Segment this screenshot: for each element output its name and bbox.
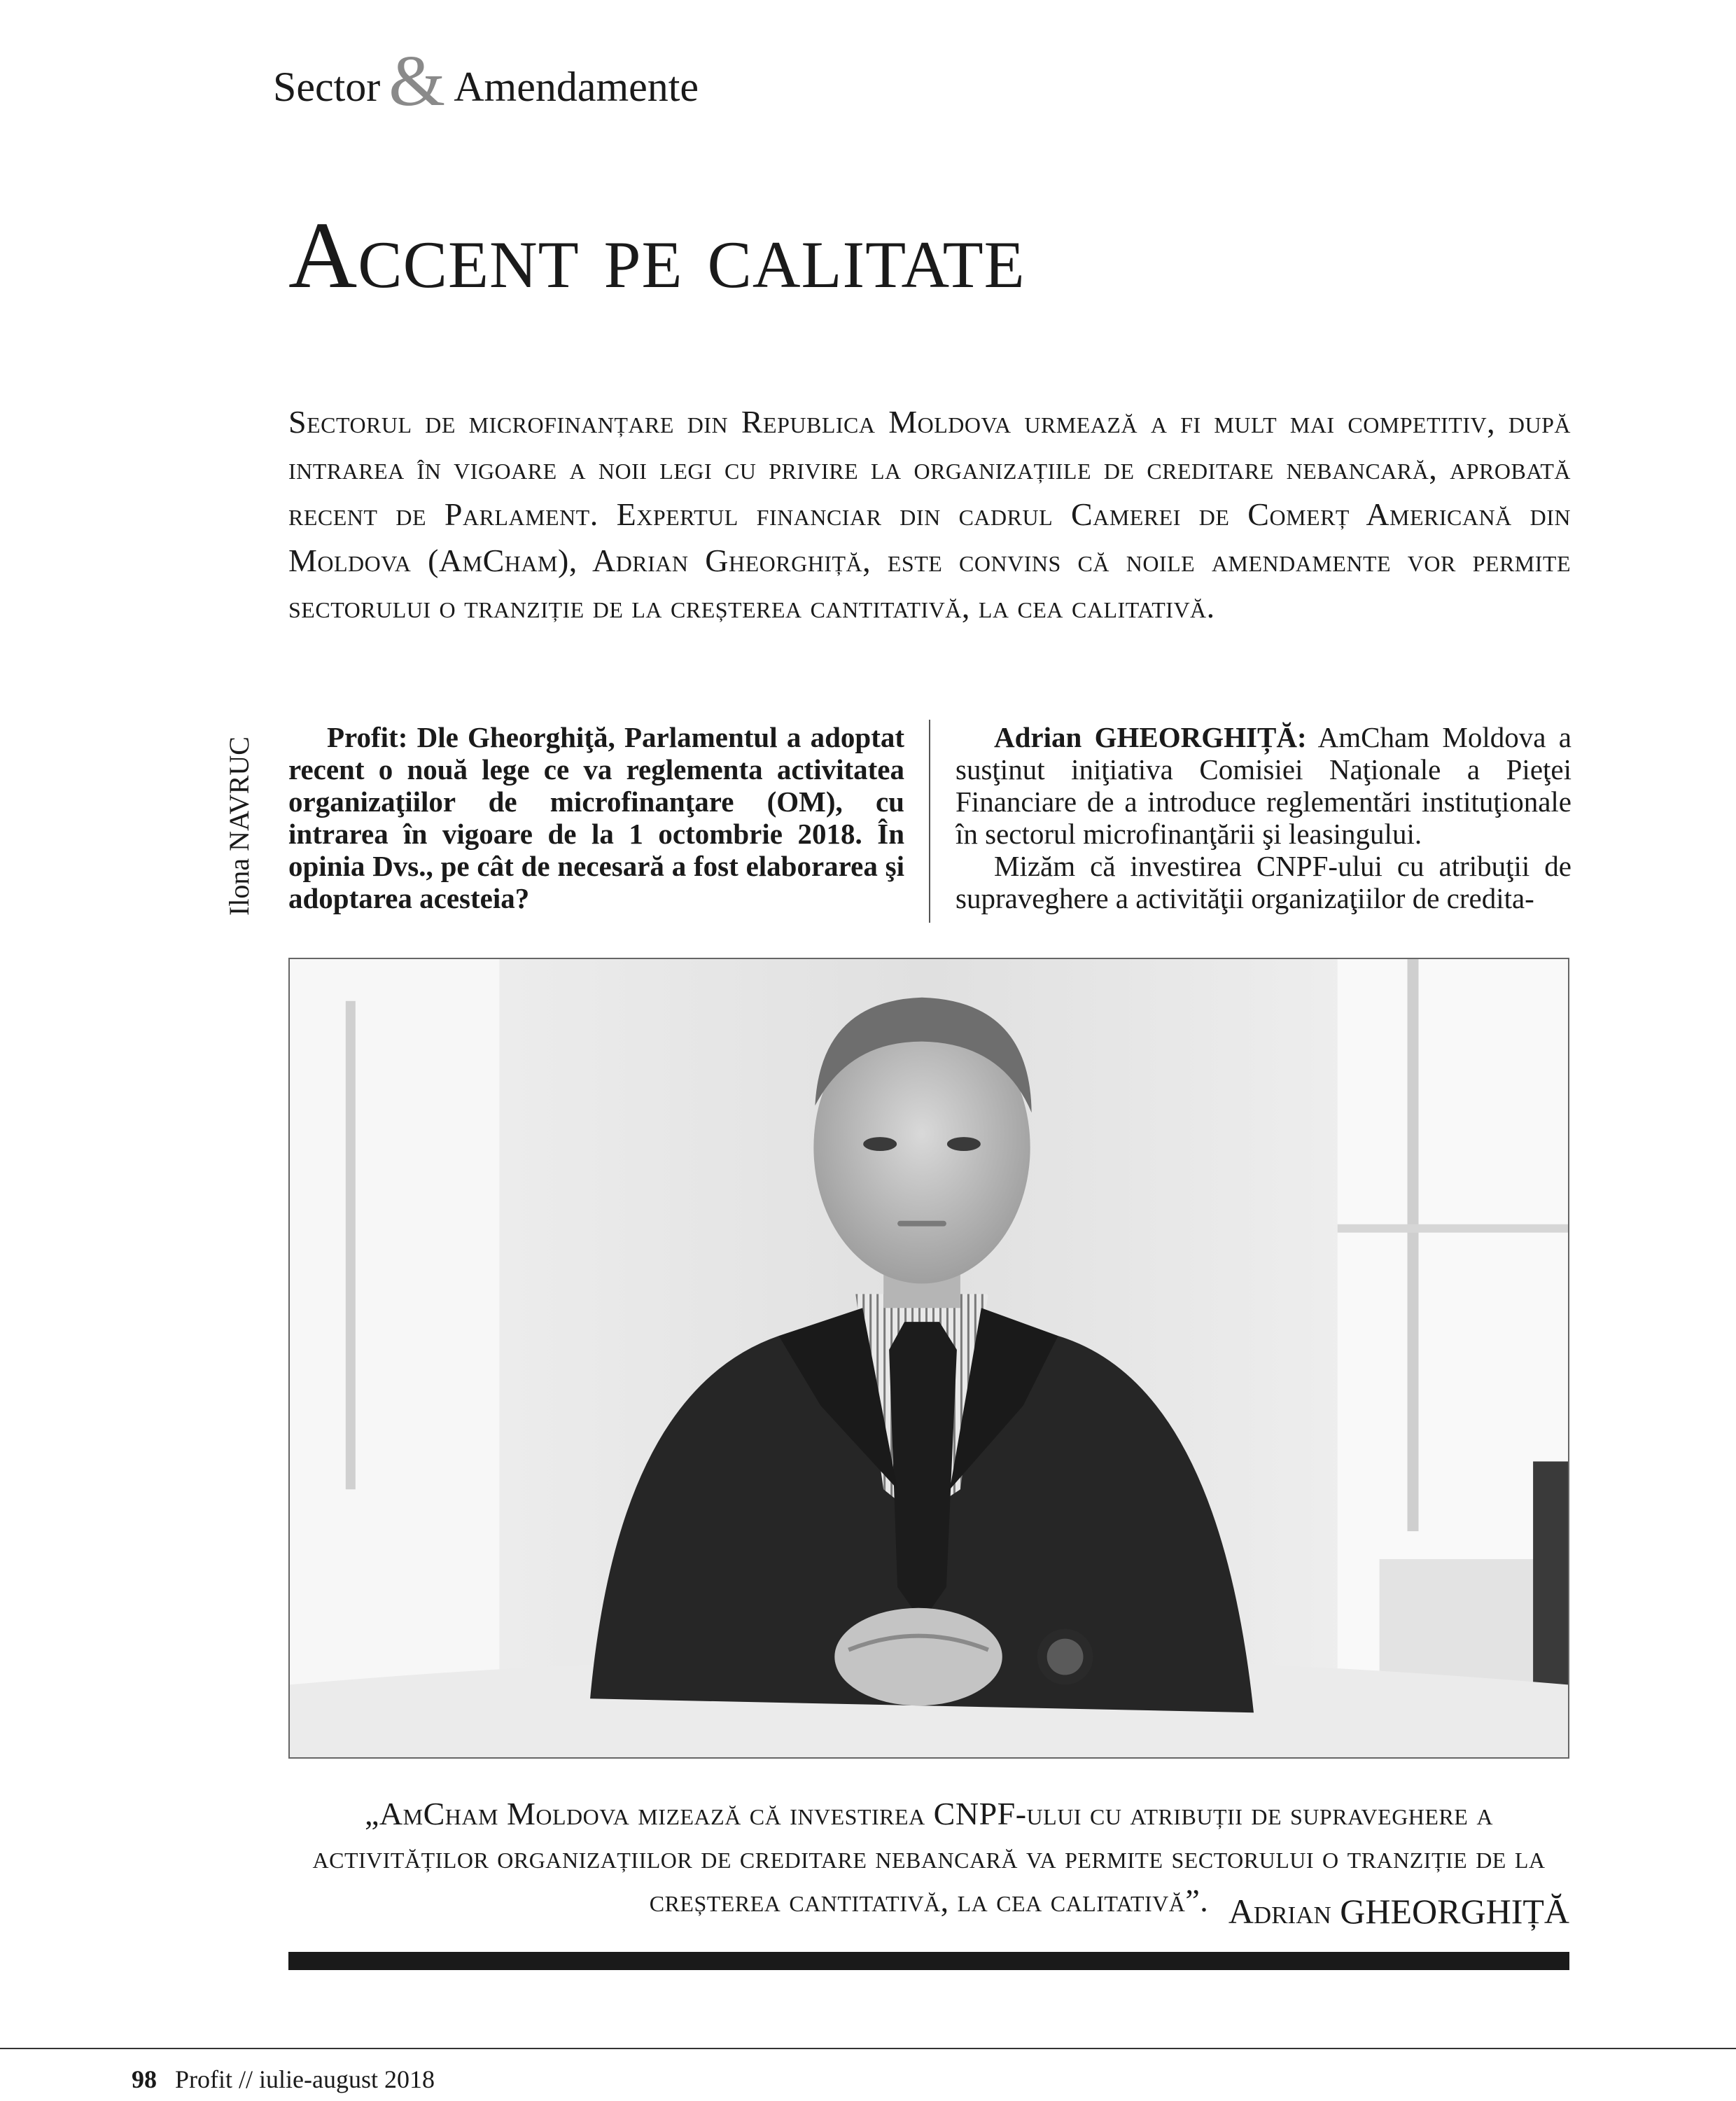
section-name-left: Sector — [273, 64, 381, 110]
answer-text: AmCham Moldova a susţinut iniţiativa Comisiei Naţionale a Pieţei Financiare de a introduce reglementări instituţionale în sectorul microfinanţării şi leasingului. — [955, 721, 1572, 850]
answer-speaker: Adrian GHEORGHIȚĂ: — [994, 721, 1307, 753]
article-title: Accent pe calitate — [288, 203, 1026, 308]
quote-rule — [288, 1952, 1569, 1970]
ampersand-glyph: & — [388, 41, 446, 121]
column-divider — [929, 720, 930, 923]
author-last-name: GHEORGHIȚĂ — [1340, 1892, 1569, 1931]
article-lead: Sectorul de microfinanțare din Republica Moldova urmează a fi mult mai competitiv, după intrarea în vigoare a noii legi cu privire la organizațiile de creditare nebancară, aprobată recent de Parlament. Expertul financiar din cadrul Camerei de Comerț Americană din Moldova (AmCham), Adrian Gheorghiță, este convins că noile amendamente vor permite sectorului o tranziție de la creșterea cantitativă, la cea calitativă. — [288, 404, 1572, 624]
publication-info: Profit // iulie-august 2018 — [175, 2065, 435, 2093]
answer-paragraph — [955, 721, 1572, 850]
footer-rule — [0, 2048, 1736, 2049]
interview-question: Profit: Dle Gheorghiţă, Parlamentul a adoptat recent o nouă lege ce va reglementa activitatea organizaţiilor de microfinanţare (OM), cu intrarea în vigoare de la 1 octombrie 2018. În opinia Dvs., pe cât de necesară a fost elaborarea şi adoptarea acesteia? — [288, 721, 904, 914]
byline-author: Ilona NAVRUC — [223, 737, 255, 916]
pull-quote-author — [1120, 1890, 1569, 1932]
byline — [204, 721, 255, 931]
interview-answer — [955, 721, 1572, 914]
clasped-hands — [834, 1608, 1002, 1706]
section-name-right: Amendamente — [454, 64, 699, 110]
portrait-illustration — [290, 959, 1568, 1757]
section-header — [273, 42, 699, 122]
pull-quote: „AmCham Moldova mizează că investirea CNPF-ului cu atribuții de supraveghere a activităților organizațiilor de creditare nebancară va permite sectorului o tranziție de la creșterea cantitativă, la cea calitativă”. — [312, 1796, 1546, 1918]
window-left — [290, 959, 499, 1757]
answer-paragraph-2: Mizăm că investirea CNPF-ului cu atribuţii de supraveghere a activităţii organizaţiilor de credita- — [955, 850, 1572, 914]
tie — [889, 1322, 957, 1621]
page-footer — [132, 2064, 435, 2095]
author-first-name: Adrian — [1228, 1892, 1331, 1931]
portrait-photo — [288, 958, 1569, 1759]
page-number: 98 — [132, 2065, 157, 2093]
